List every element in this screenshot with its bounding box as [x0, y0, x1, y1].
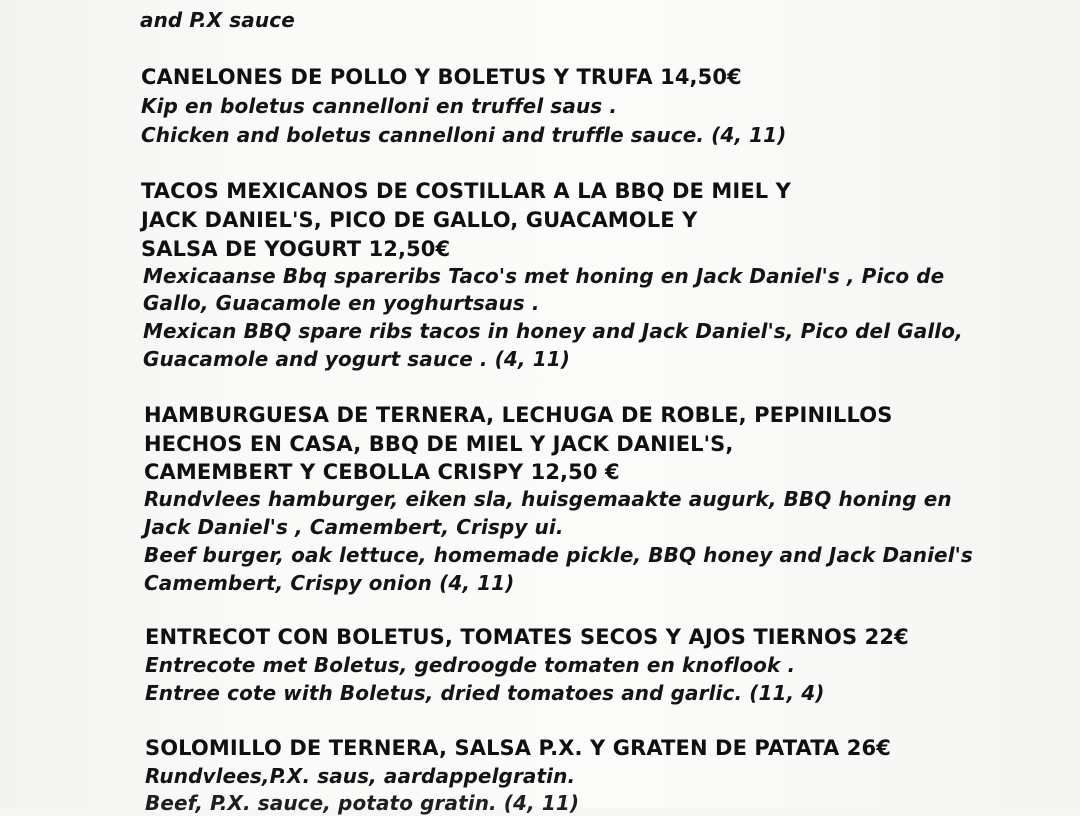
- dish-description-english-line-2: Camembert, Crispy onion (4, 11): [144, 571, 515, 595]
- dish-description-dutch-line-1: Rundvlees hamburger, eiken sla, huisgemaakte augurk, BBQ honing en: [144, 487, 952, 511]
- dish-description-dutch: Rundvlees,P.X. saus, aardappelgratin.: [145, 764, 576, 788]
- dish-title-tacos-line-1: TACOS MEXICANOS DE COSTILLAR A LA BBQ DE MIEL Y: [141, 179, 791, 203]
- dish-description-dutch: Kip en boletus cannelloni en truffel saus .: [141, 94, 618, 118]
- dish-description-english-line-1: Mexican BBQ spare ribs tacos in honey and Jack Daniel's, Pico del Gallo,: [143, 319, 963, 343]
- dish-description-english: Beef, P.X. sauce, potato gratin. (4, 11): [145, 791, 580, 815]
- dish-title-hamburguesa-line-3: CAMEMBERT Y CEBOLLA CRISPY 12,50 €: [144, 460, 620, 484]
- dish-title-hamburguesa-line-2: HECHOS EN CASA, BBQ DE MIEL Y JACK DANIEL'S,: [144, 432, 734, 456]
- dish-title-solomillo: SOLOMILLO DE TERNERA, SALSA P.X. Y GRATEN DE PATATA 26€: [145, 736, 891, 760]
- dish-title-tacos-line-3: SALSA DE YOGURT 12,50€: [141, 237, 451, 261]
- dish-description-dutch-line-2: Jack Daniel's , Camembert, Crispy ui.: [144, 515, 564, 539]
- dish-description-english-line-2: Guacamole and yogurt sauce . (4, 11): [143, 347, 570, 371]
- dish-title-entrecot: ENTRECOT CON BOLETUS, TOMATES SECOS Y AJOS TIERNOS 22€: [145, 625, 909, 649]
- dish-description-english: Chicken and boletus cannelloni and truffle sauce. (4, 11): [141, 123, 787, 147]
- intro-description-line: and P.X sauce: [140, 8, 295, 32]
- dish-description-dutch-line-2: Gallo, Guacamole en yoghurtsaus .: [143, 291, 540, 315]
- dish-title-hamburguesa-line-1: HAMBURGUESA DE TERNERA, LECHUGA DE ROBLE, PEPINILLOS: [144, 403, 893, 427]
- dish-title-tacos-line-2: JACK DANIEL'S, PICO DE GALLO, GUACAMOLE Y: [141, 208, 698, 232]
- dish-description-dutch: Entrecote met Boletus, gedroogde tomaten en knoflook .: [145, 653, 796, 677]
- dish-description-english: Entree cote with Boletus, dried tomatoes and garlic. (11, 4): [145, 681, 825, 705]
- dish-description-dutch-line-1: Mexicaanse Bbq spareribs Taco's met honing en Jack Daniel's , Pico de: [143, 264, 945, 288]
- dish-description-english-line-1: Beef burger, oak lettuce, homemade pickle, BBQ honey and Jack Daniel's: [144, 543, 973, 567]
- dish-title-canelones: CANELONES DE POLLO Y BOLETUS Y TRUFA 14,50€: [141, 65, 742, 89]
